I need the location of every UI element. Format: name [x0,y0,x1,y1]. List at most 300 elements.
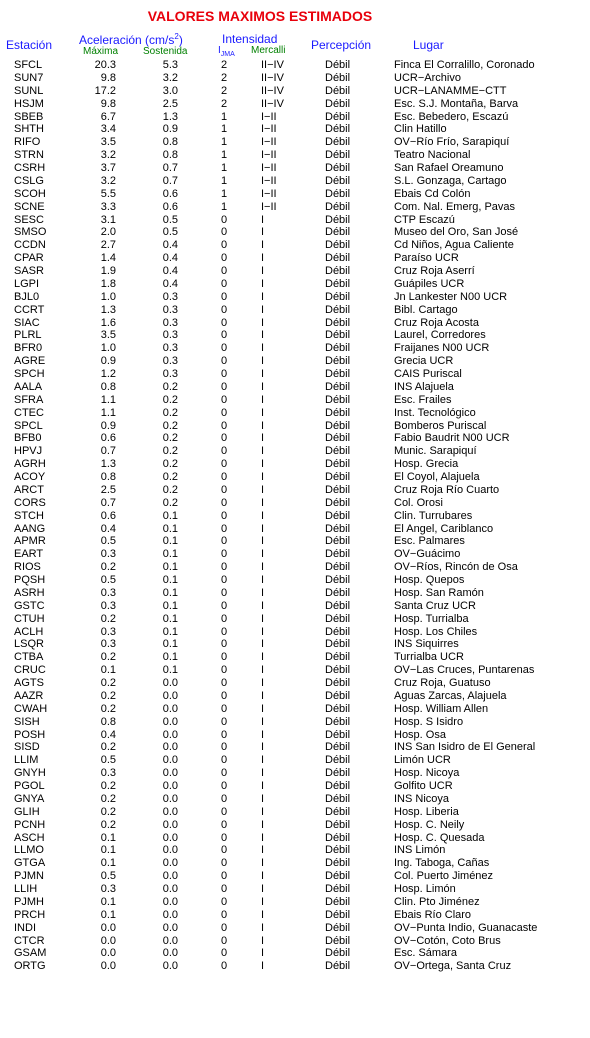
mercalli-intensity: I−II [261,110,277,123]
perception: Débil [325,162,351,174]
sustained-acceleration: 0.6 [162,187,178,200]
mercalli-intensity: I [261,728,265,741]
sustained-acceleration: 0.0 [162,921,178,934]
location: Munic. Sarapiquí [394,445,477,458]
perception: Débil [325,84,351,97]
sustained-acceleration: 0.3 [162,303,178,316]
max-acceleration: 2.0 [100,226,116,239]
ijma-intensity: 0 [220,277,228,290]
table-row [0,561,590,574]
perception: Débil [325,612,351,625]
location: Finca El Corralillo, Coronado [394,59,535,71]
station-code: PCNH [14,818,46,831]
table-row [0,677,590,690]
mercalli-intensity: I [261,805,265,818]
ijma-intensity: 0 [220,767,228,780]
location: Col. Puerto Jiménez [394,870,494,883]
perception: Débil [325,947,351,960]
table-row [0,909,590,922]
mercalli-intensity: I [261,625,265,638]
sustained-acceleration: 0.8 [162,136,178,149]
mercalli-intensity: I [261,844,265,857]
table-row [0,136,590,149]
station-code: SIAC [14,316,40,329]
table-row [0,59,590,72]
perception: Débil [325,728,351,741]
max-acceleration: 1.3 [100,303,116,316]
max-acceleration: 0.1 [100,664,116,677]
mercalli-intensity: I [261,947,265,960]
sustained-acceleration: 0.0 [162,689,178,702]
mercalli-intensity: I−II [261,149,277,162]
station-code: EART [14,548,44,561]
station-code: CCRT [14,303,45,316]
table-row [0,896,590,909]
table-row [0,458,590,471]
mercalli-intensity: I [261,741,265,754]
location: Santa Cruz UCR [394,599,476,612]
location: Aguas Zarcas, Alajuela [394,689,507,702]
table-row [0,98,590,111]
max-acceleration: 5.5 [100,187,116,200]
max-acceleration: 0.8 [100,715,116,728]
sustained-acceleration: 0.0 [162,677,178,689]
max-acceleration: 3.7 [100,162,116,174]
mercalli-intensity: I [261,599,265,612]
ijma-intensity: 2 [220,59,228,71]
perception: Débil [325,960,351,973]
sustained-acceleration: 0.1 [162,535,178,548]
station-code: GTGA [14,857,46,870]
mercalli-intensity: I [261,702,265,715]
max-acceleration: 0.2 [100,561,116,574]
ijma-intensity: 0 [220,638,228,651]
ijma-intensity: 0 [220,818,228,831]
max-acceleration: 3.4 [100,123,116,136]
station-code: AGRH [14,458,46,471]
max-acceleration: 0.6 [100,432,116,445]
ijma-intensity: 0 [220,355,228,368]
station-code: AANG [14,522,46,535]
location: OV−Guácimo [394,548,461,561]
station-code: SPCH [14,368,45,380]
station-code: CTUH [14,612,45,625]
max-acceleration: 0.1 [100,908,116,921]
station-code: ARCT [14,483,44,496]
location: CAIS Puriscal [394,368,462,380]
location: Grecia UCR [394,355,454,368]
station-code: HPVJ [14,445,43,458]
ijma-intensity: 0 [220,599,228,612]
perception: Débil [325,651,351,664]
ijma-intensity: 0 [220,754,228,767]
location: OV−Ortega, Santa Cruz [394,960,512,973]
perception: Débil [325,71,351,84]
table-row [0,638,590,651]
max-acceleration: 0.2 [100,792,116,805]
ijma-intensity: 0 [220,895,228,908]
location: Bomberos Puriscal [394,419,487,432]
location: UCR−Archivo [394,71,461,84]
max-acceleration: 0.8 [100,380,116,393]
station-code: SISD [14,741,40,754]
ijma-intensity: 1 [220,187,228,200]
station-code: SFRA [14,393,44,406]
station-code: LLIM [14,754,39,767]
perception: Débil [325,638,351,651]
perception: Débil [325,689,351,702]
sustained-acceleration: 0.3 [162,316,178,329]
station-table [0,59,590,973]
ijma-intensity: 1 [220,149,228,162]
mercalli-intensity: I [261,329,265,342]
table-row [0,471,590,484]
mercalli-intensity: II−IV [261,84,284,97]
location: Cruz Roja Aserrí [394,265,475,277]
mercalli-intensity: I [261,664,265,677]
mercalli-intensity: I [261,419,265,432]
mercalli-intensity: I [261,277,265,290]
location: Cruz Roja Acosta [394,316,479,329]
perception: Débil [325,625,351,638]
max-acceleration: 0.2 [100,689,116,702]
max-acceleration: 0.9 [100,419,116,432]
station-code: SBEB [14,110,44,123]
sustained-acceleration: 2.5 [162,97,178,110]
station-code: SHTH [14,123,44,136]
location: OV−Punta Indio, Guanacaste [394,921,538,934]
max-acceleration: 1.3 [100,458,116,471]
perception: Débil [325,471,351,483]
max-acceleration: 1.8 [100,277,116,290]
table-row [0,767,590,780]
perception: Débil [325,741,351,754]
sustained-acceleration: 0.0 [162,844,178,857]
sustained-acceleration: 0.0 [162,870,178,883]
table-row [0,935,590,948]
max-acceleration: 1.4 [100,252,116,265]
max-acceleration: 6.7 [100,110,116,123]
ijma-intensity: 0 [220,548,228,561]
mercalli-intensity: I [261,380,265,393]
perception: Débil [325,406,351,419]
header-lugar: Lugar [413,38,444,52]
location: Golfito UCR [394,780,453,792]
station-code: ACOY [14,471,46,483]
location: INS Alajuela [394,380,454,393]
station-code: SMSO [14,226,47,239]
max-acceleration: 0.5 [100,754,116,767]
mercalli-intensity: I [261,689,265,702]
perception: Débil [325,844,351,857]
table-row [0,214,590,227]
max-acceleration: 0.2 [100,677,116,689]
table-row [0,716,590,729]
sustained-acceleration: 0.1 [162,574,178,586]
location: Teatro Nacional [394,149,471,162]
sustained-acceleration: 5.3 [162,59,178,71]
location: Hosp. Limón [394,883,456,895]
station-code: CORS [14,496,46,509]
table-row [0,703,590,716]
location: INS Limón [394,844,446,857]
perception: Débil [325,149,351,162]
ijma-intensity: 1 [220,136,228,149]
max-acceleration: 0.1 [100,831,116,844]
table-row [0,175,590,188]
ijma-intensity: 0 [220,702,228,715]
sustained-acceleration: 0.2 [162,471,178,483]
sustained-acceleration: 1.3 [162,110,178,123]
max-acceleration: 9.8 [100,97,116,110]
table-row [0,72,590,85]
ijma-intensity: 0 [220,612,228,625]
mercalli-intensity: I [261,483,265,496]
perception: Débil [325,355,351,368]
location: Hosp. William Allen [394,702,489,715]
table-row [0,252,590,265]
sustained-acceleration: 0.2 [162,432,178,445]
perception: Débil [325,174,351,187]
sustained-acceleration: 0.3 [162,290,178,303]
location: Esc. Bebedero, Escazú [394,110,509,123]
ijma-intensity: 0 [220,458,228,471]
max-acceleration: 0.3 [100,638,116,651]
subheader-ijma-label: I [218,45,221,56]
location: Clin. Pto Jiménez [394,895,480,908]
ijma-intensity: 0 [220,522,228,535]
ijma-intensity: 0 [220,805,228,818]
max-acceleration: 1.0 [100,342,116,355]
mercalli-intensity: I [261,908,265,921]
max-acceleration: 3.3 [100,200,116,213]
location: Hosp. Turrialba [394,612,469,625]
ijma-intensity: 0 [220,393,228,406]
max-acceleration: 17.2 [94,84,116,97]
max-acceleration: 1.1 [100,406,116,419]
location: Inst. Tecnológico [394,406,476,419]
perception: Débil [325,780,351,792]
station-code: APMR [14,535,46,548]
station-code: HSJM [14,97,44,110]
station-code: AGTS [14,677,44,689]
max-acceleration: 0.4 [100,522,116,535]
table-row [0,239,590,252]
page-title: VALORES MAXIMOS ESTIMADOS [147,8,373,24]
ijma-intensity: 0 [220,586,228,599]
max-acceleration: 0.3 [100,883,116,895]
ijma-intensity: 0 [220,792,228,805]
sustained-acceleration: 0.0 [162,895,178,908]
perception: Débil [325,921,351,934]
mercalli-intensity: I [261,754,265,767]
location: Col. Orosi [394,496,443,509]
mercalli-intensity: I [261,715,265,728]
table-row [0,819,590,832]
location: Cruz Roja Río Cuarto [394,483,500,496]
max-acceleration: 0.8 [100,471,116,483]
perception: Débil [325,818,351,831]
station-code: GSAM [14,947,47,960]
location: Hosp. Nicoya [394,767,460,780]
max-acceleration: 2.7 [100,239,116,252]
max-acceleration: 3.2 [100,149,116,162]
mercalli-intensity: I [261,870,265,883]
station-code: SCNE [14,200,45,213]
table-row [0,922,590,935]
table-row [0,960,590,973]
table-row [0,535,590,548]
mercalli-intensity: I [261,265,265,277]
mercalli-intensity: I [261,458,265,471]
station-code: BFR0 [14,342,43,355]
perception: Débil [325,792,351,805]
ijma-intensity: 0 [220,870,228,883]
ijma-intensity: 0 [220,226,228,239]
perception: Débil [325,574,351,586]
sustained-acceleration: 0.0 [162,818,178,831]
ijma-intensity: 0 [220,908,228,921]
sustained-acceleration: 0.2 [162,458,178,471]
ijma-intensity: 1 [220,110,228,123]
perception: Débil [325,561,351,574]
perception: Débil [325,393,351,406]
subheader-ijma-sub: JMA [220,51,235,58]
sustained-acceleration: 0.0 [162,728,178,741]
ijma-intensity: 0 [220,960,228,973]
station-code: ASCH [14,831,45,844]
location: Clin Hatillo [394,123,447,136]
table-row [0,432,590,445]
perception: Débil [325,123,351,136]
station-code: SISH [14,715,40,728]
sustained-acceleration: 0.5 [162,226,178,239]
max-acceleration: 0.4 [100,728,116,741]
table-row [0,445,590,458]
station-code: LLIH [14,883,38,895]
max-acceleration: 0.0 [100,960,116,973]
station-code: RIFO [14,136,41,149]
station-code: STCH [14,509,44,522]
sustained-acceleration: 0.4 [162,277,178,290]
mercalli-intensity: I [261,921,265,934]
sustained-acceleration: 0.1 [162,561,178,574]
ijma-intensity: 0 [220,483,228,496]
subheader-maxima: Máxima [83,46,119,57]
table-row [0,613,590,626]
station-code: SFCL [14,59,43,71]
mercalli-intensity: I [261,355,265,368]
station-code: RIOS [14,561,41,574]
sustained-acceleration: 0.2 [162,445,178,458]
mercalli-intensity: I [261,303,265,316]
table-row [0,587,590,600]
header-intensidad: Intensidad [222,32,278,46]
sustained-acceleration: 0.1 [162,612,178,625]
ijma-intensity: 1 [220,162,228,174]
ijma-intensity: 0 [220,471,228,483]
max-acceleration: 0.2 [100,805,116,818]
perception: Débil [325,767,351,780]
location: Ebais Río Claro [394,908,472,921]
table-row [0,832,590,845]
station-code: SPCL [14,419,43,432]
mercalli-intensity: II−IV [261,71,284,84]
perception: Débil [325,496,351,509]
perception: Débil [325,754,351,767]
max-acceleration: 0.5 [100,870,116,883]
station-code: AALA [14,380,43,393]
mercalli-intensity: I [261,561,265,574]
location: Museo del Oro, San José [394,226,519,239]
ijma-intensity: 0 [220,213,228,226]
station-code: PJMH [14,895,44,908]
station-code: LLMO [14,844,44,857]
ijma-intensity: 0 [220,419,228,432]
table-row [0,394,590,407]
ijma-intensity: 0 [220,625,228,638]
mercalli-intensity: I−II [261,174,277,187]
ijma-intensity: 0 [220,496,228,509]
table-row [0,111,590,124]
sustained-acceleration: 0.1 [162,548,178,561]
ijma-intensity: 0 [220,329,228,342]
mercalli-intensity: I [261,548,265,561]
table-row [0,201,590,214]
table-row [0,420,590,433]
max-acceleration: 0.0 [100,934,116,947]
perception: Débil [325,136,351,149]
sustained-acceleration: 0.3 [162,329,178,342]
mercalli-intensity: I [261,432,265,445]
table-row [0,729,590,742]
location: Hosp. Liberia [394,805,459,818]
mercalli-intensity: I [261,316,265,329]
station-code: ACLH [14,625,44,638]
ijma-intensity: 2 [220,84,228,97]
perception: Débil [325,290,351,303]
location: Esc. S.J. Montaña, Barva [394,97,519,110]
table-row [0,857,590,870]
sustained-acceleration: 0.0 [162,947,178,960]
station-code: CSRH [14,162,46,174]
max-acceleration: 3.2 [100,174,116,187]
header-aceleracion-close: ) [178,33,183,47]
ijma-intensity: 1 [220,174,228,187]
station-code: CRUC [14,664,46,677]
ijma-intensity: 0 [220,715,228,728]
max-acceleration: 0.0 [100,947,116,960]
mercalli-intensity: I [261,883,265,895]
mercalli-intensity: I [261,522,265,535]
station-code: SCOH [14,187,46,200]
location: Esc. Frailes [394,393,452,406]
mercalli-intensity: I [261,612,265,625]
ijma-intensity: 0 [220,252,228,265]
perception: Débil [325,187,351,200]
perception: Débil [325,445,351,458]
location: Limón UCR [394,754,451,767]
mercalli-intensity: I−II [261,187,277,200]
max-acceleration: 3.5 [100,136,116,149]
table-row [0,317,590,330]
max-acceleration: 0.2 [100,780,116,792]
sustained-acceleration: 0.0 [162,767,178,780]
perception: Débil [325,908,351,921]
table-row [0,342,590,355]
max-acceleration: 0.6 [100,509,116,522]
perception: Débil [325,883,351,895]
